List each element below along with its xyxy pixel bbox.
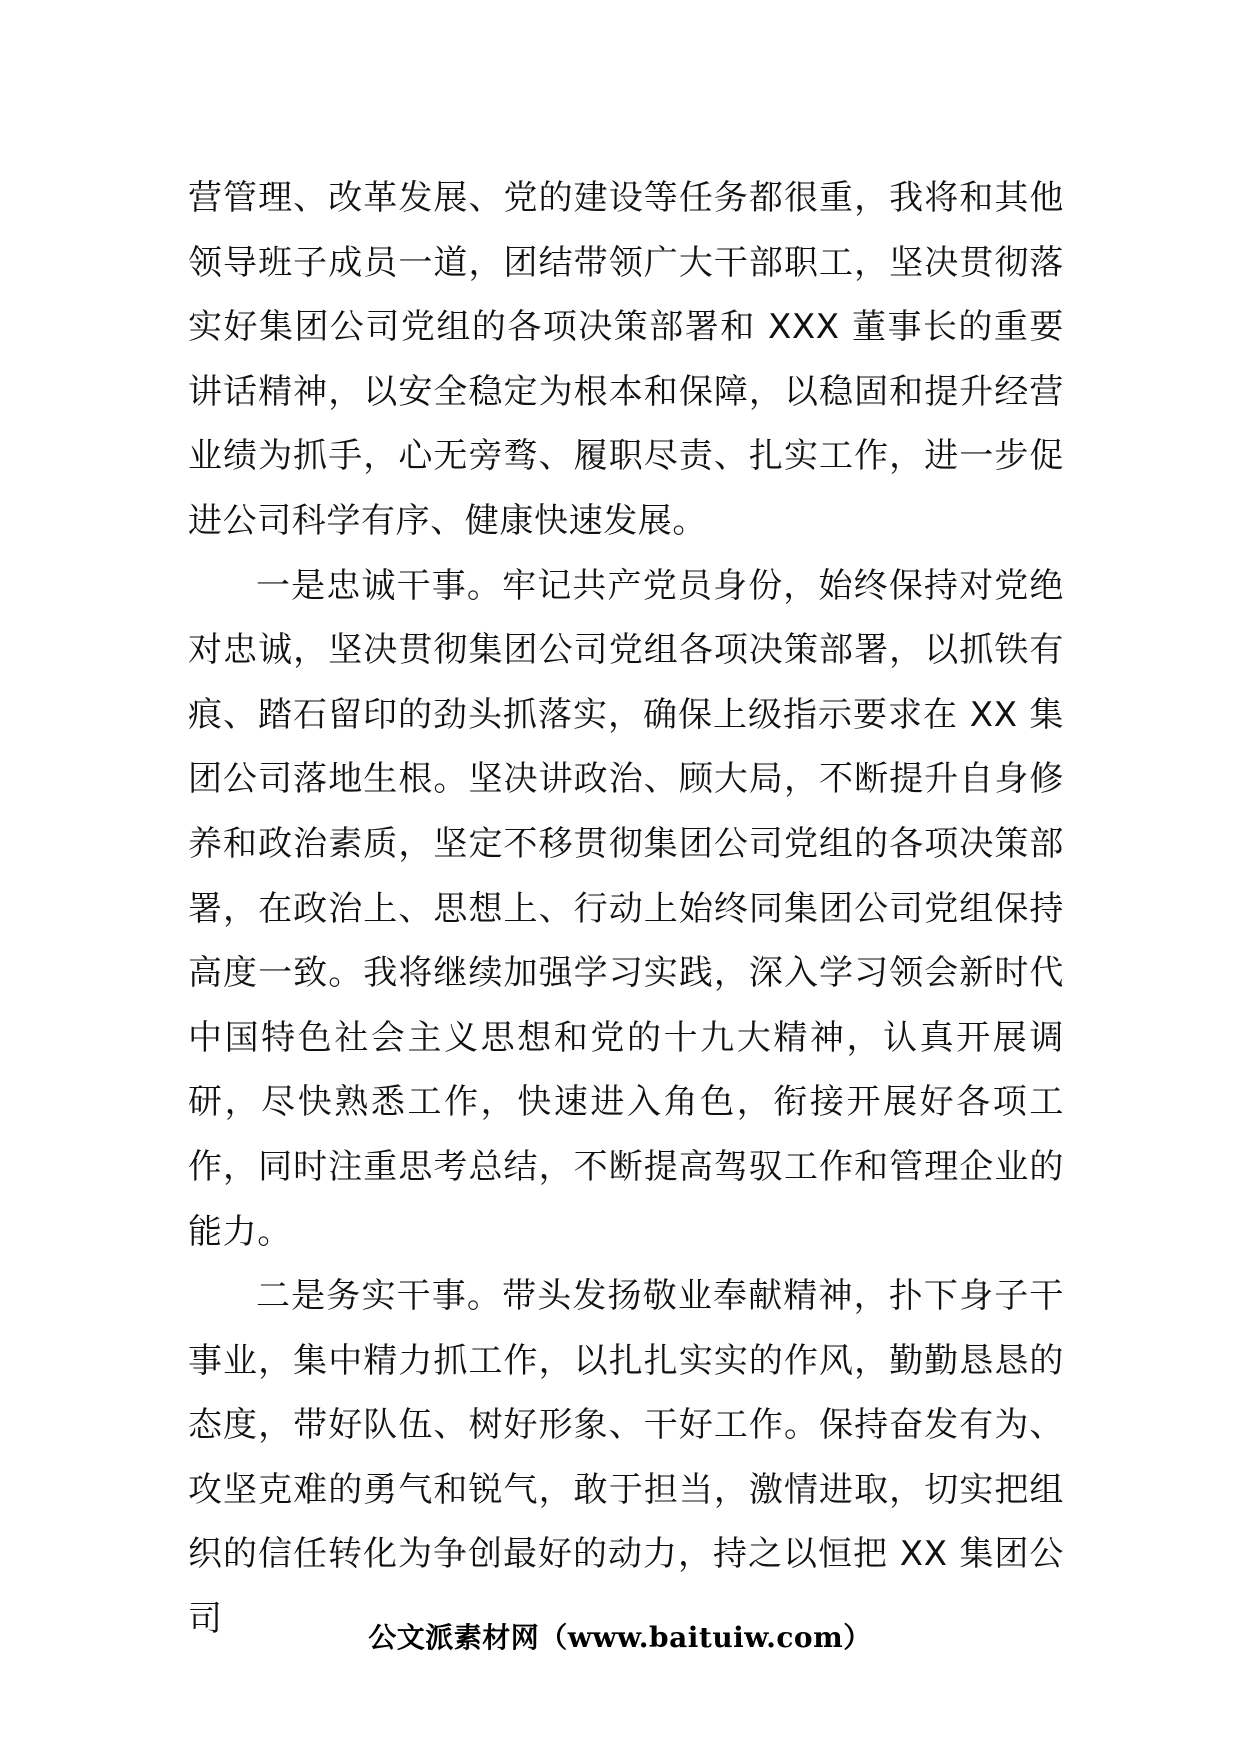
paragraph-continuation: 营管理、改革发展、党的建设等任务都很重，我将和其他领导班子成员一道，团结带领广大干部职工，坚决贯彻落实好集团公司党组的各项决策部署和 XXX 董事长的重要讲话精神，以安全稳定为根本和保障，以稳固和提升经营业绩为抓手，心无旁骛、履职尽责、扎实工作，进一步促进公司科学有序、健康快速发展。 [188, 178, 1064, 541]
paragraph-loyalty: 一是忠诚干事。牢记共产党员身份，始终保持对党绝对忠诚，坚决贯彻集团公司党组各项决策部署，以抓铁有痕、踏石留印的劲头抓落实，确保上级指示要求在 XX 集团公司落地生根。坚决讲政治、顾大局，不断提升自身修养和政治素质，坚定不移贯彻集团公司党组的各项决策部署，在政治上、思想上、行动上始终同集团公司党组保持高度一致。我将继续加强学习实践，深入学习领会新时代中国特色社会主义思想和党的十九大精神，认真开展调研，尽快熟悉工作，快速进入角色，衔接开展好各项工作，同时注重思考总结，不断提高驾驭工作和管理企业的能力。 [188, 565, 1064, 1252]
paragraph-pragmatic: 二是务实干事。带头发扬敬业奉献精神，扑下身子干事业，集中精力抓工作，以扎扎实实的作风，勤勤恳恳的态度，带好队伍、树好形象、干好工作。保持奋发有为、攻坚克难的勇气和锐气，敢于担当，激情进取，切实把组织的信任转化为争创最好的动力，持之以恒把 XX 集团公司 [188, 1276, 1064, 1640]
document-body [188, 166, 1064, 1652]
footer-watermark: 公文派素材网（www.baituiw.com） [368, 1621, 872, 1654]
